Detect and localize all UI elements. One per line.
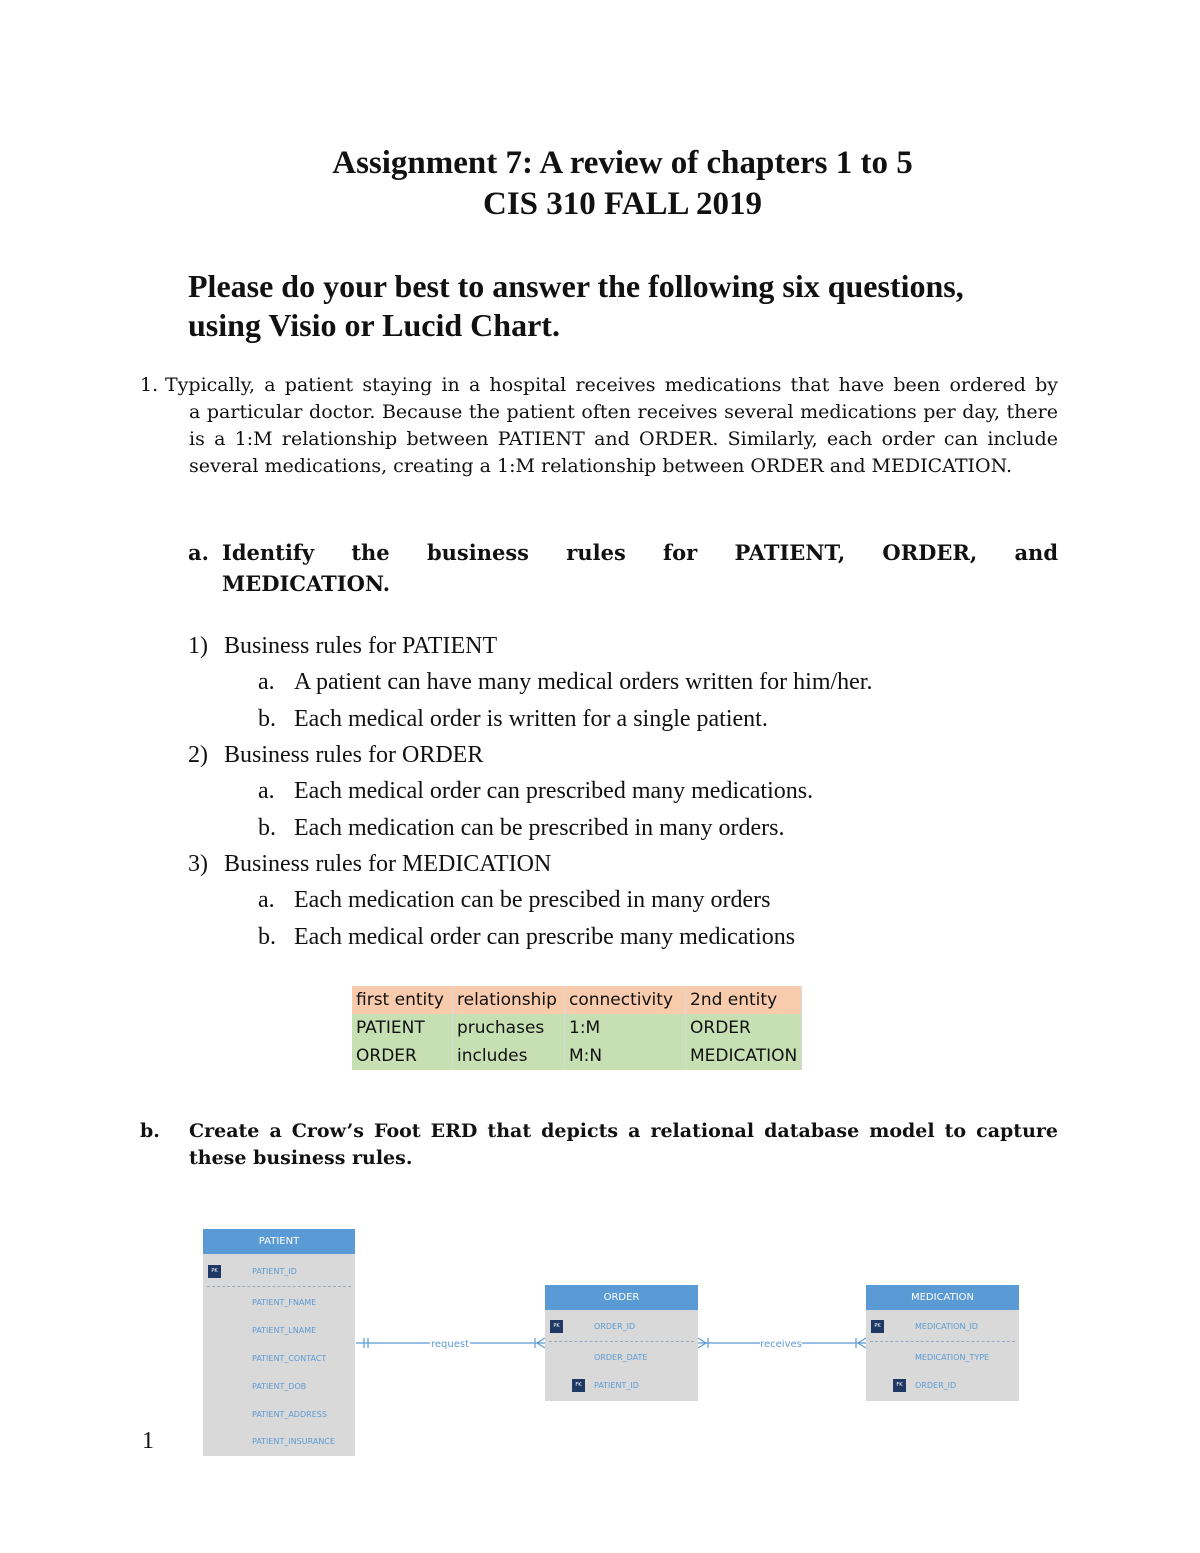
part-a-label: a. <box>188 540 209 565</box>
table-header-cell: first entity <box>352 986 453 1014</box>
table-cell: 1:M <box>565 1014 686 1042</box>
attribute-pk: PATIENT_ID <box>252 1267 297 1276</box>
rule-item-label: a. <box>258 887 275 913</box>
entity-header: ORDER <box>545 1285 698 1310</box>
rule-item-text: A patient can have many medical orders written for him/her. <box>294 669 873 695</box>
pk-badge: PK <box>871 1320 884 1333</box>
rule-item-text: Each medical order is written for a single patient. <box>294 706 768 732</box>
rule-item-label: a. <box>258 778 275 804</box>
attribute-pk: ORDER_ID <box>594 1322 636 1331</box>
rel2-label: receives <box>760 1339 802 1350</box>
table-cell: ORDER <box>352 1042 453 1070</box>
rule-item-label: b. <box>258 924 276 950</box>
rule-item-text: Each medical order can prescribed many medications. <box>294 778 814 804</box>
entity-medication <box>866 1285 1019 1401</box>
attribute: ORDER_DATE <box>594 1353 648 1362</box>
attribute: MEDICATION_TYPE <box>915 1353 990 1362</box>
rule-title: Business rules for PATIENT <box>224 633 498 659</box>
attribute: PATIENT_ADDRESS <box>252 1410 327 1419</box>
title-line-1: Assignment 7: A review of chapters 1 to 5 <box>332 145 913 181</box>
part-a-text-line-2: MEDICATION. <box>222 571 391 596</box>
table-cell: M:N <box>565 1042 686 1070</box>
part-a-text-line-1: Identify the business rules for PATIENT, ORDER, and <box>222 540 1058 565</box>
table-cell: PATIENT <box>352 1014 453 1042</box>
attribute: PATIENT_CONTACT <box>252 1354 327 1363</box>
question-1-number: 1. <box>140 374 159 396</box>
entity-header: PATIENT <box>203 1229 355 1254</box>
attribute-fk: PATIENT_ID <box>594 1381 639 1390</box>
table-cell: pruchases <box>453 1014 565 1042</box>
rule-number: 3) <box>188 851 208 877</box>
table-cell: ORDER <box>686 1014 802 1042</box>
rule-title: Business rules for MEDICATION <box>224 851 552 877</box>
rule-number: 2) <box>188 742 208 768</box>
pk-badge: PK <box>208 1265 221 1278</box>
rule-title: Business rules for ORDER <box>224 742 484 768</box>
fk-badge: FK <box>572 1379 585 1392</box>
pk-badge: PK <box>550 1320 563 1333</box>
entity-header: MEDICATION <box>866 1285 1019 1310</box>
table-header-cell: relationship <box>453 986 565 1014</box>
rule-item-text: Each medical order can prescribe many medications <box>294 924 796 950</box>
attribute: PATIENT_DOB <box>252 1382 307 1391</box>
attribute: PATIENT_FNAME <box>252 1298 317 1307</box>
rule-item-text: Each medication can be prescribed in many orders. <box>294 815 785 841</box>
rel1-label: request <box>430 1339 470 1350</box>
instructions-line-1: Please do your best to answer the following six questions, <box>188 268 964 304</box>
key-separator <box>207 1286 351 1287</box>
attribute-pk: MEDICATION_ID <box>915 1322 978 1331</box>
question-1-text-rest: a particular doctor. Because the patient often receives several medications per day, there is a 1:M relationship between PATIENT and ORDER. Similarly, each order can include several medications, creating a 1:M relationship between ORDER and MEDICATION. <box>189 401 1058 477</box>
attribute: PATIENT_INSURANCE <box>252 1437 335 1446</box>
part-b-label: b. <box>140 1120 160 1142</box>
table-header-cell: 2nd entity <box>686 986 802 1014</box>
question-1-text-first: Typically, a patient staying in a hospital receives medications that have been ordered by <box>165 374 1058 396</box>
attribute: PATIENT_LNAME <box>252 1326 317 1335</box>
rule-item-text: Each medication can be prescibed in many orders <box>294 887 771 913</box>
entity-order <box>545 1285 698 1401</box>
table-cell: MEDICATION <box>686 1042 802 1070</box>
title-line-2: CIS 310 FALL 2019 <box>482 186 763 222</box>
page-number: 1 <box>142 1428 154 1454</box>
attribute-fk: ORDER_ID <box>915 1381 957 1390</box>
table-header-cell: connectivity <box>565 986 686 1014</box>
instructions-line-2: using Visio or Lucid Chart. <box>188 307 560 343</box>
table-cell: includes <box>453 1042 565 1070</box>
part-b-text: Create a Crow’s Foot ERD that depicts a relational database model to capture these business rules. <box>189 1120 1058 1169</box>
entity-patient <box>203 1229 355 1456</box>
rule-item-label: b. <box>258 815 276 841</box>
fk-badge: FK <box>893 1379 906 1392</box>
rule-item-label: a. <box>258 669 275 695</box>
rule-item-label: b. <box>258 706 276 732</box>
key-separator <box>870 1341 1015 1342</box>
rule-number: 1) <box>188 633 208 659</box>
key-separator <box>549 1341 694 1342</box>
